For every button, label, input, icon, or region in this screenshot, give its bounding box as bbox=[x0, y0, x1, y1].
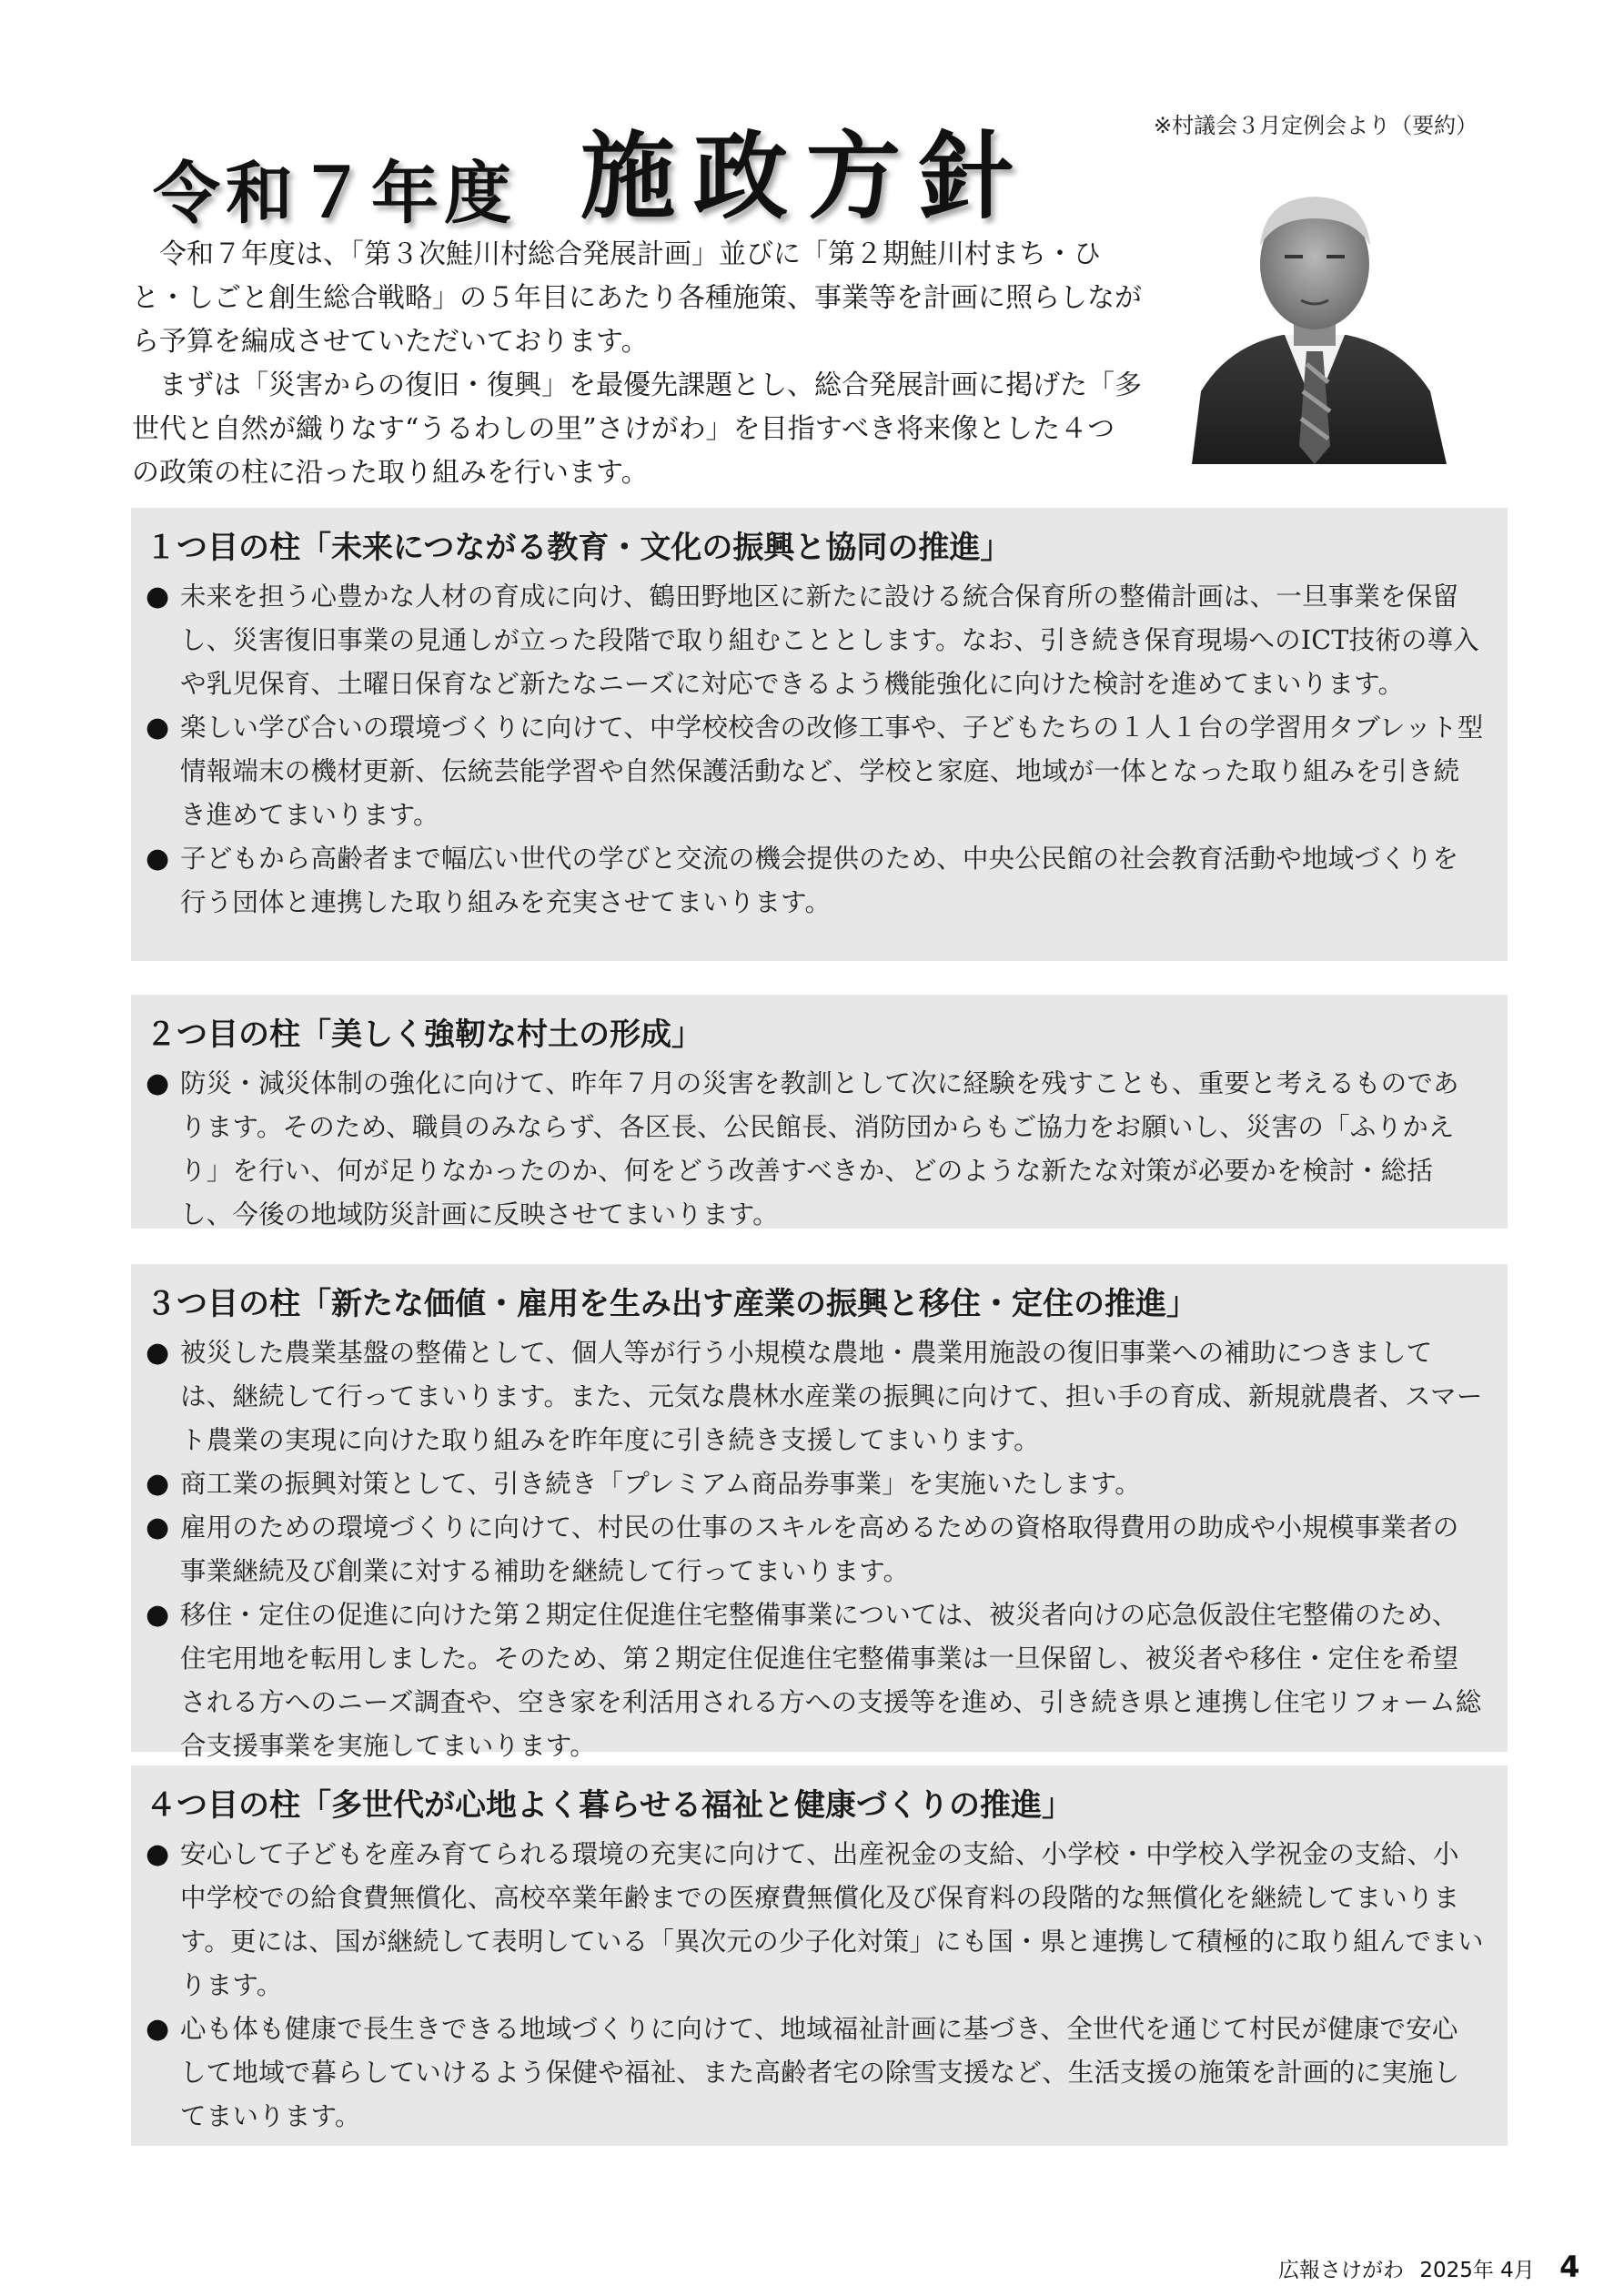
list-item: ● 商工業の振興対策として、引き続き「プレミアム商品券事業」を実施いたします。 bbox=[146, 1462, 1484, 1506]
list-item: ● 移住・定住の促進に向けた第２期定住促進住宅整備事業については、被災者向けの応急仮設住宅整備のため、住宅用地を転用しました。そのため、第２期定住促進住宅整備事業は一旦保留し、被災者や移住・定住を希望される方へのニーズ調査や、空き家を利活用される方への支援等を進め、引き続き県と連携し住宅リフォーム総合支援事業を実施してまいります。 bbox=[146, 1593, 1484, 1768]
list-item: ● 雇用のための環境づくりに向けて、村民の仕事のスキルを高めるための資格取得費用の助成や小規模事業者の事業継続及び創業に対する補助を継続して行ってまいります。 bbox=[146, 1506, 1484, 1593]
pillar-heading: ４つ目の柱「多世代が心地よく暮らせる福祉と健康づくりの推進」 bbox=[146, 1787, 1073, 1824]
intro-text bbox=[132, 233, 1142, 495]
list-item: ● 未来を担う心豊かな人材の育成に向け、鶴田野地区に新たに設ける統合保育所の整備計画は、一旦事業を保留し、災害復旧事業の見通しが立った段階で取り組むこととします。なお、引き続き保育現場へのICT技術の導入や乳児保育、土曜日保育など新たなニーズに対応できるよう機能強化に向けた検討を進めてまいります。 bbox=[146, 575, 1484, 706]
pillar-item-list bbox=[146, 575, 1484, 925]
pillar-item-list bbox=[146, 1833, 1484, 2139]
pillar-heading: ３つ目の柱「新たな価値・雇用を生み出す産業の振興と移住・定住の推進」 bbox=[146, 1286, 1197, 1322]
list-item: ● 被災した農業基盤の整備として、個人等が行う小規模な農地・農業用施設の復旧事業への補助につきましては、継続して行ってまいります。また、元気な農林水産業の振興に向けて、担い手の育成、新規就農者、スマート農業の実現に向けた取り組みを昨年度に引き続き支援してまいります。 bbox=[146, 1331, 1484, 1462]
page-number: 4 bbox=[1559, 2250, 1580, 2284]
list-item: ● 安心して子どもを産み育てられる環境の充実に向けて、出産祝金の支給、小学校・中学校入学祝金の支給、小中学校での給食費無償化、高校卒業年齢までの医療費無償化及び保育料の段階的な無償化を継続してまいります。更には、国が継続して表明している「異次元の少子化対策」にも国・県と連携して積極的に取り組んでまいります。 bbox=[146, 1833, 1484, 2008]
list-item: ● 子どもから高齢者まで幅広い世代の学びと交流の機会提供のため、中央公民館の社会教育活動や地域づくりを行う団体と連携した取り組みを充実させてまいります。 bbox=[146, 837, 1484, 925]
pillar-heading: ２つ目の柱「美しく強靭な村土の形成」 bbox=[146, 1017, 702, 1053]
policy-pillar-2 bbox=[131, 995, 1508, 1229]
issue-date: 2025年 4月 bbox=[1419, 2259, 1535, 2282]
title-year: 令和７年度 bbox=[153, 155, 517, 233]
pillar-item-list bbox=[146, 1331, 1484, 1768]
list-item: ● 心も体も健康で長生きできる地域づくりに向けて、地域福祉計画に基づき、全世代を通じて村民が健康で安心して地域で暮らしていけるよう保健や福祉、また高齢者宅の除雪支援など、生活支援の施策を計画的に実施してまいります。 bbox=[146, 2008, 1484, 2139]
list-item: ● 防災・減災体制の強化に向けて、昨年７月の災害を教訓として次に経験を残すことも、重要と考えるものであります。そのため、職員のみならず、各区長、公民館長、消防団からもご協力をお願いし、災害の「ふりかえり」を行い、何が足りなかったのか、何をどう改善すべきか、どのような新たな対策が必要かを検討・総括し、今後の地域防災計画に反映させてまいります。 bbox=[146, 1062, 1484, 1237]
policy-pillar-3 bbox=[131, 1264, 1508, 1761]
pillar-heading: １つ目の柱「未来につながる教育・文化の振興と協同の推進」 bbox=[146, 530, 1012, 566]
policy-pillar-1 bbox=[131, 508, 1508, 961]
title-main: 施政方針 bbox=[580, 120, 1033, 232]
intro-paragraph: まずは「災害からの復旧・復興」を最優先課題とし、総合発展計画に掲げた「多世代と自然が織りなす“うるわしの里”さけがわ」を目指すべき将来像とした４つの政策の柱に沿った取り組みを行います。 bbox=[132, 369, 1142, 489]
source-note: ※村議会３月定例会より（要約） bbox=[1154, 113, 1478, 138]
list-item: ● 楽しい学び合いの環境づくりに向けて、中学校校舎の改修工事や、子どもたちの１人１台の学習用タブレット型情報端末の機材更新、伝統芸能学習や自然保護活動など、学校と家庭、地域が一体となった取り組みを引き続き進めてまいります。 bbox=[146, 706, 1484, 837]
page-footer bbox=[1278, 2250, 1579, 2284]
policy-pillar-4 bbox=[131, 1765, 1508, 2146]
mayor-portrait-photo bbox=[1174, 173, 1456, 464]
publication-name: 広報さけがわ bbox=[1278, 2259, 1404, 2282]
pillar-item-list bbox=[146, 1062, 1484, 1237]
page-title bbox=[153, 100, 1145, 233]
intro-paragraph: 令和７年度は、「第３次鮭川村総合発展計画」並びに「第２期鮭川村まち・ひと・しごと創生総合戦略」の５年目にあたり各種施策、事業等を計画に照らしながら予算を編成させていただいております。 bbox=[132, 238, 1142, 358]
